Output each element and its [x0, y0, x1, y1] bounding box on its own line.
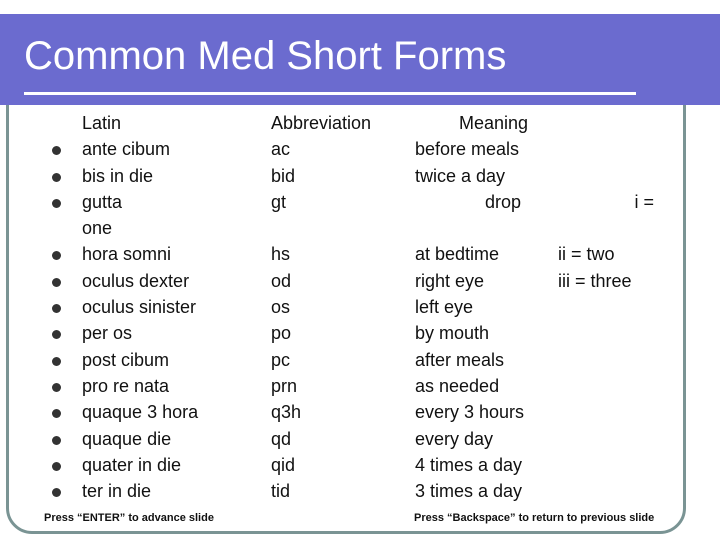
- meaning-column: [415, 110, 528, 504]
- latin-column: [82, 110, 198, 504]
- latin-header: Latin: [82, 113, 122, 133]
- bullet-icon: [52, 173, 61, 182]
- abbreviation-cell: gt: [271, 191, 287, 212]
- meaning-cell: 4 times a day: [415, 454, 523, 475]
- bullet-icon: [52, 357, 61, 366]
- abbreviation-cell: od: [271, 270, 292, 291]
- meaning-cell: every 3 hours: [415, 402, 525, 423]
- latin-cell: quaque 3 hora: [82, 402, 199, 423]
- meaning-cell: before meals: [415, 139, 520, 160]
- footer-advance-hint: Press “ENTER” to advance slide: [44, 512, 214, 524]
- bullet-icon: [52, 199, 61, 208]
- meaning-cell: right eye: [415, 270, 485, 291]
- roman-numeral-column: [558, 110, 654, 294]
- latin-cell: bis in die: [82, 165, 154, 186]
- abbreviation-cell: q3h: [271, 402, 302, 423]
- abbreviation-cell: ac: [271, 139, 291, 160]
- abbreviation-cell: qd: [271, 428, 292, 449]
- bullet-icon: [52, 278, 61, 287]
- latin-cell: quaque die: [82, 428, 172, 449]
- abbreviation-cell: pc: [271, 349, 291, 370]
- latin-cell: quater in die: [82, 454, 182, 475]
- latin-cell: ter in die: [82, 481, 152, 502]
- meaning-cell: drop: [485, 191, 522, 212]
- latin-cell: ante cibum: [82, 139, 171, 160]
- meaning-cell: every day: [415, 428, 494, 449]
- meaning-cell: as needed: [415, 375, 500, 396]
- meaning-cell: after meals: [415, 349, 505, 370]
- abbreviation-cell: bid: [271, 165, 296, 186]
- latin-cell: one: [82, 218, 113, 239]
- latin-cell: oculus dexter: [82, 270, 190, 291]
- roman-ii: ii = two: [558, 244, 615, 265]
- abbreviation-cell: qid: [271, 454, 296, 475]
- bullet-icon: [52, 462, 61, 471]
- meaning-cell: twice a day: [415, 165, 506, 186]
- abbreviation-cell: [271, 215, 371, 241]
- latin-cell: per os: [82, 323, 133, 344]
- bullet-icon: [52, 304, 61, 313]
- roman-i: i =: [634, 191, 654, 212]
- meaning-cell: left eye: [415, 297, 474, 318]
- meaning-cell: at bedtime: [415, 244, 500, 265]
- latin-cell: pro re nata: [82, 375, 170, 396]
- abbreviation-cell: tid: [271, 481, 291, 502]
- abbreviation-cell: po: [271, 323, 292, 344]
- abbreviation-header: Abbreviation: [271, 113, 372, 133]
- latin-cell: post cibum: [82, 349, 170, 370]
- latin-cell: oculus sinister: [82, 297, 197, 318]
- slide-title: Common Med Short Forms: [24, 34, 507, 78]
- footer-back-hint: Press “Backspace” to return to previous slide: [414, 512, 655, 524]
- abbreviation-cell: prn: [271, 375, 298, 396]
- meaning-header: Meaning: [459, 113, 529, 133]
- latin-cell: hora somni: [82, 244, 172, 265]
- meaning-cell: [415, 215, 528, 241]
- bullet-icon: [52, 436, 61, 445]
- bullet-icon: [52, 383, 61, 392]
- abbreviation-cell: hs: [271, 244, 291, 265]
- roman-iii: iii = three: [558, 270, 632, 291]
- abbreviation-cell: os: [271, 297, 291, 318]
- latin-cell: gutta: [82, 191, 123, 212]
- title-underline: [24, 92, 636, 95]
- abbreviation-column: [271, 110, 371, 504]
- meaning-cell: by mouth: [415, 323, 490, 344]
- meaning-cell: 3 times a day: [415, 481, 523, 502]
